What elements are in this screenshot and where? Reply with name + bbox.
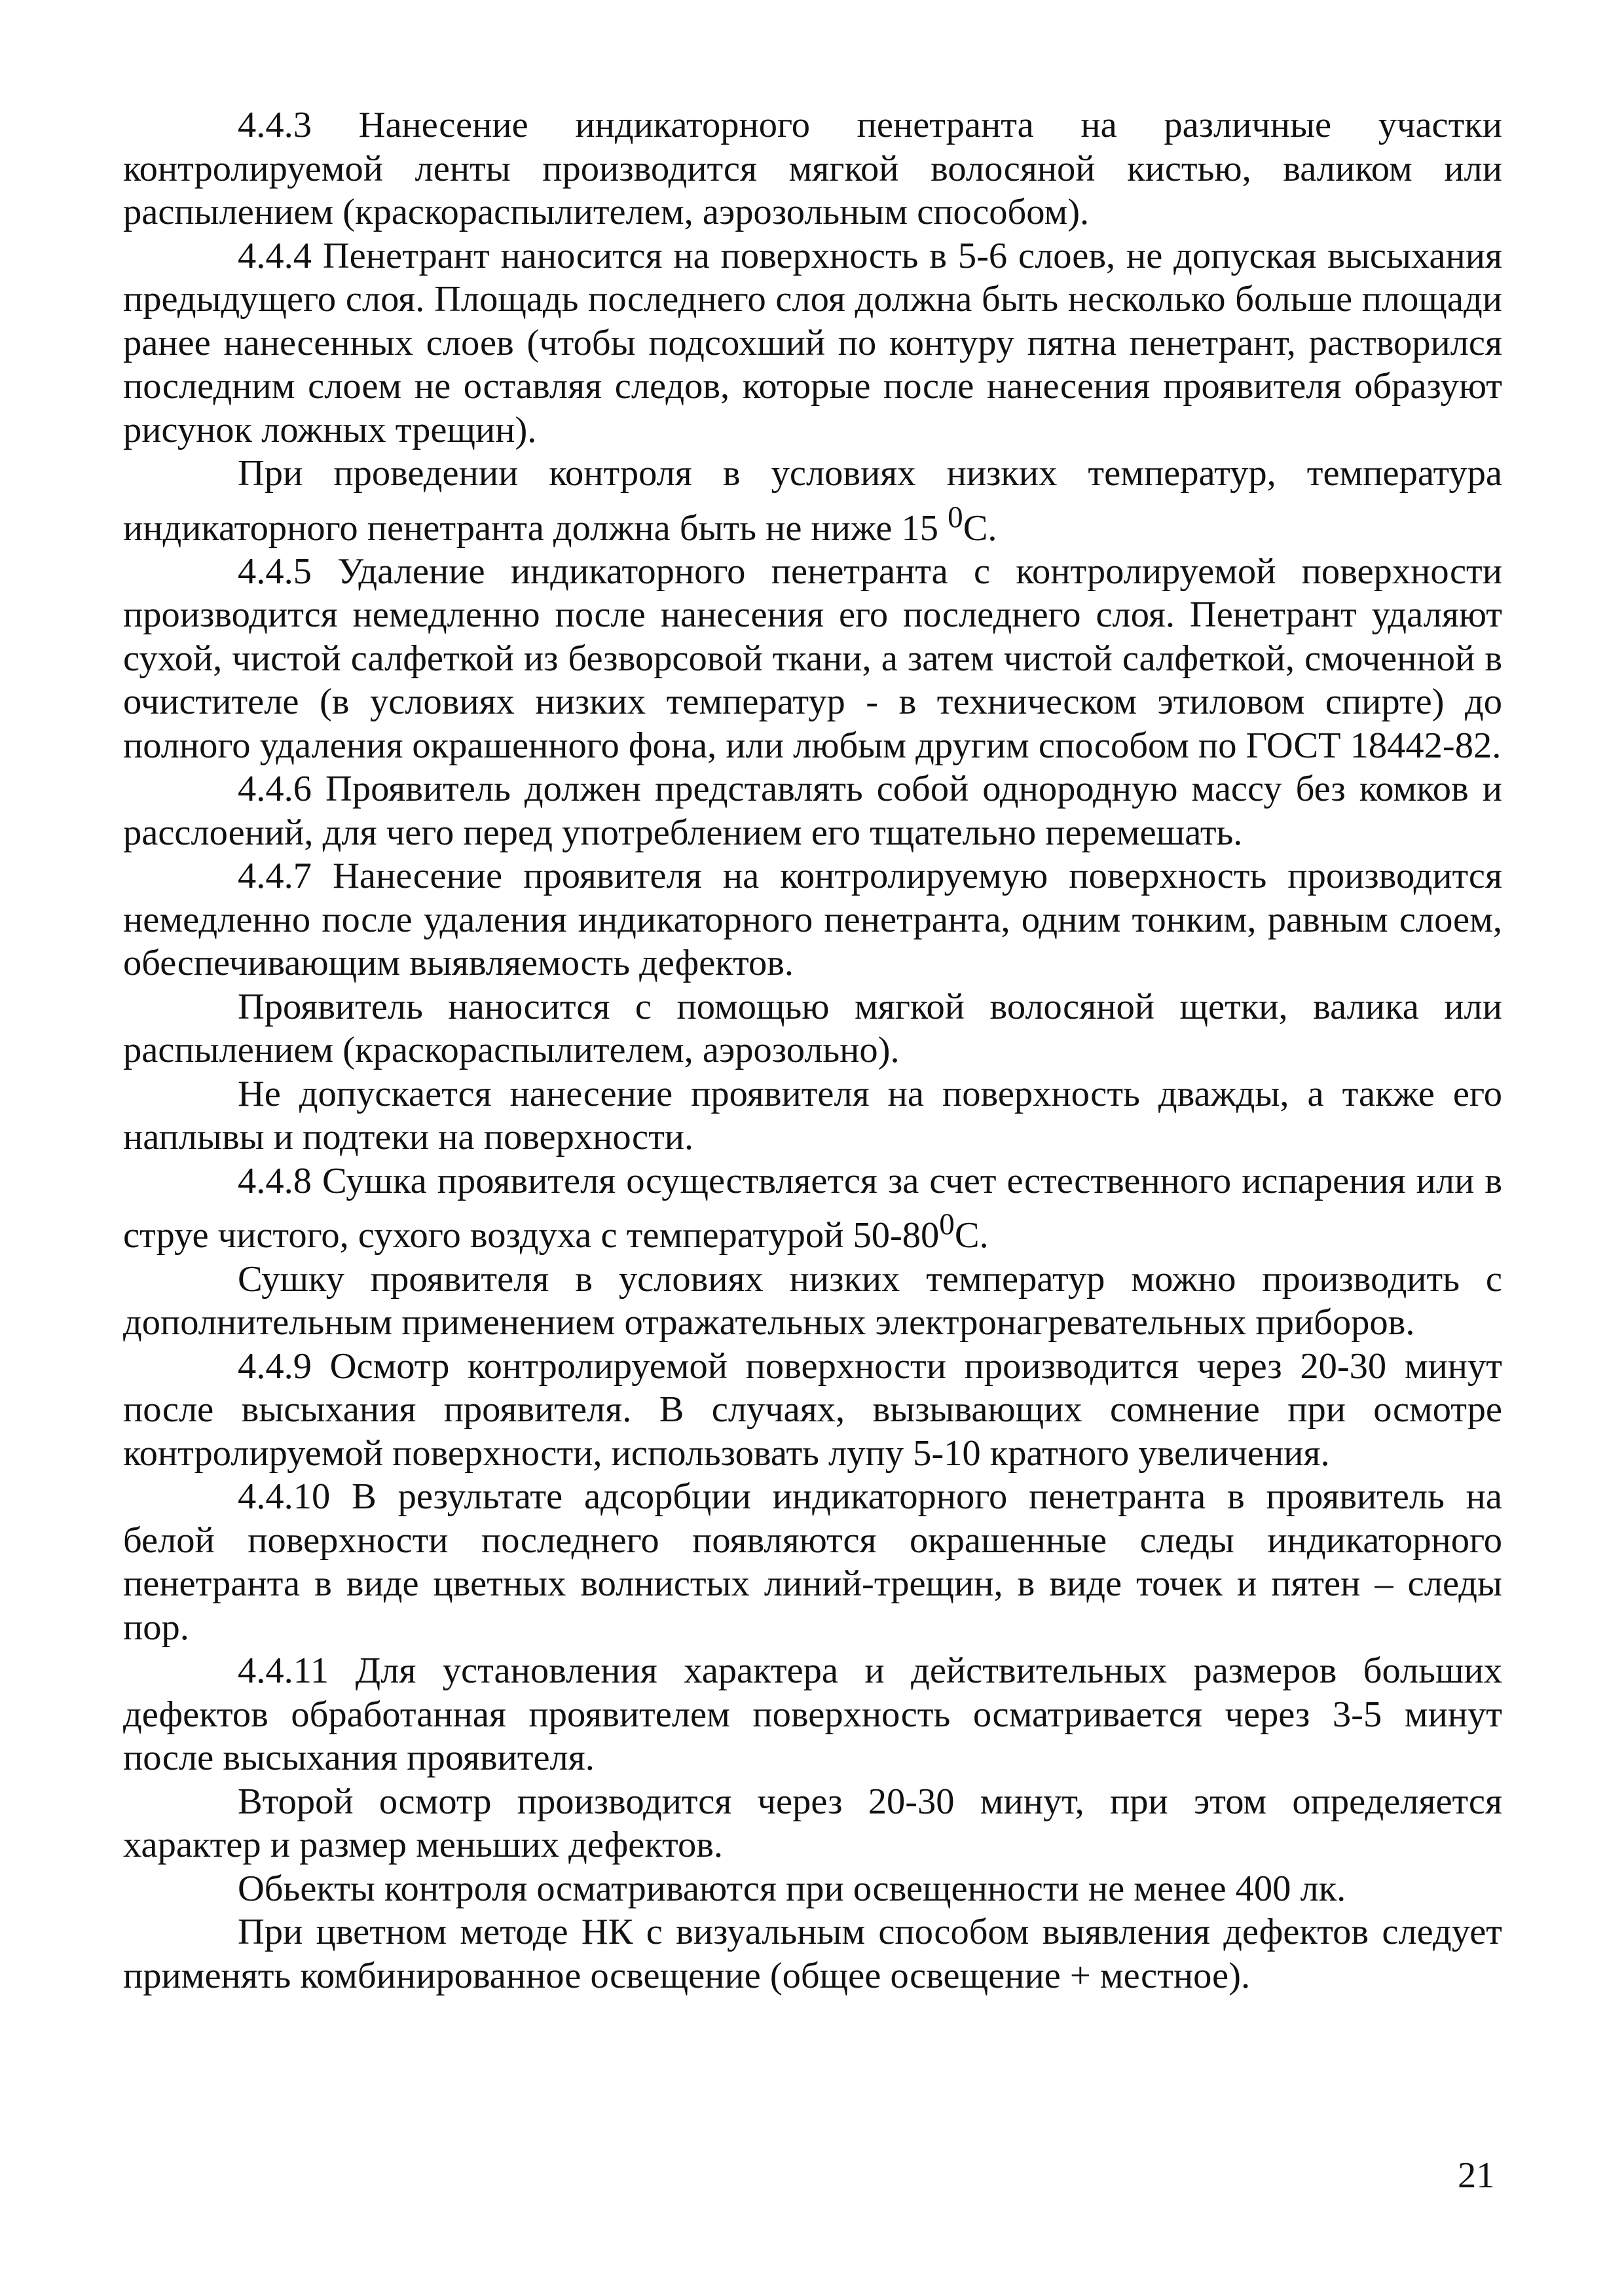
paragraph-4-4-3: 4.4.3 Нанесение индикаторного пенетранта на различные участки контролируемой ленты производится мягкой волосяной кистью, валиком или распылением (краскораспылителем, аэрозольным способом). xyxy=(123,105,1502,232)
unit-text: С. xyxy=(954,1215,989,1256)
paragraph-combined-lighting: При цветном методе НК с визуальным способом выявления дефектов следует применять комбинированное освещение (общее освещение + местное). xyxy=(123,1912,1502,1996)
paragraph-low-temperature xyxy=(123,452,1502,550)
paragraph-4-4-9: 4.4.9 Осмотр контролируемой поверхности производится через 20-30 минут после высыхания проявителя. В случаях, вызывающих сомнение при осмотре контролируемой поверхности, использовать лупу 5-10 кратного увеличения. xyxy=(123,1345,1502,1474)
paragraph-4-4-7: 4.4.7 Нанесение проявителя на контролируемую поверхность производится немедленно после удаления индикаторного пенетранта, одним тонким, равным слоем, обеспечивающим выявляемость дефектов. xyxy=(123,856,1502,984)
paragraph-4-4-4: 4.4.4 Пенетрант наносится на поверхность в 5-6 слоев, не допуская высыхания предыдущего слоя. Площадь последнего слоя должна быть несколько больше площади ранее нанесенных слоев (чтобы подсохший по контуру пятна пенетрант, растворился последним слоем не оставляя следов, которые после нанесения проявителя образуют рисунок ложных трещин). xyxy=(123,235,1502,450)
unit-text: С. xyxy=(963,507,997,549)
paragraph-4-4-5: 4.4.5 Удаление индикаторного пенетранта с контролируемой поверхности производится немедленно после нанесения его последнего слоя. Пенетрант удаляют сухой, чистой салфеткой из безворсовой ткани, а затем чистой салфеткой, смоченной в очистителе (в условиях низких температур - в техническом этиловом спирте) до полного удаления окрашенного фона, или любым другим способом по ГОСТ 18442-82. xyxy=(123,551,1502,766)
page-number: 21 xyxy=(1458,2155,1495,2196)
paragraph-illumination: Обьекты контроля осматриваются при освещенности не менее 400 лк. xyxy=(238,1868,1346,1909)
paragraph-4-4-8 xyxy=(123,1159,1502,1258)
paragraph-text: При проведении контроля в условиях низких температур, температура индикаторного пенетранта должна быть не ниже 15 xyxy=(123,453,1502,549)
document-body xyxy=(123,103,1502,1997)
paragraph-text: 4.4.8 Сушка проявителя осуществляется за счет естественного испарения или в струе чистого, сухого воздуха с температурой 50-80 xyxy=(123,1160,1502,1256)
paragraph-4-4-11: 4.4.11 Для установления характера и действительных размеров больших дефектов обработанная проявителем поверхность осматривается через 3-5 минут после высыхания проявителя. xyxy=(123,1650,1502,1779)
degree-superscript: 0 xyxy=(939,1207,955,1242)
paragraph-4-4-10: 4.4.10 В результате адсорбции индикаторного пенетранта в проявитель на белой поверхности последнего появляются окрашенные следы индикаторного пенетранта в виде цветных волнистых линий-трещин, в виде точек и пятен – следы пор. xyxy=(123,1476,1502,1648)
paragraph-developer-application: Проявитель наносится с помощью мягкой волосяной щетки, валика или распылением (краскораспылителем, аэрозольно). xyxy=(123,986,1502,1071)
paragraph-4-4-6: 4.4.6 Проявитель должен представлять собой однородную массу без комков и расслоений, для чего перед употреблением его тщательно перемешать. xyxy=(123,769,1502,853)
paragraph-drying-low-temperature: Сушку проявителя в условиях низких температур можно производить с дополнительным применением отражательных электронагревательных приборов. xyxy=(123,1258,1502,1343)
paragraph-not-twice: Не допускается нанесение проявителя на поверхность дважды, а также его наплывы и подтеки на поверхности. xyxy=(123,1073,1502,1158)
paragraph-second-inspection: Второй осмотр производится через 20-30 минут, при этом определяется характер и размер меньших дефектов. xyxy=(123,1781,1502,1866)
degree-superscript: 0 xyxy=(948,500,963,534)
